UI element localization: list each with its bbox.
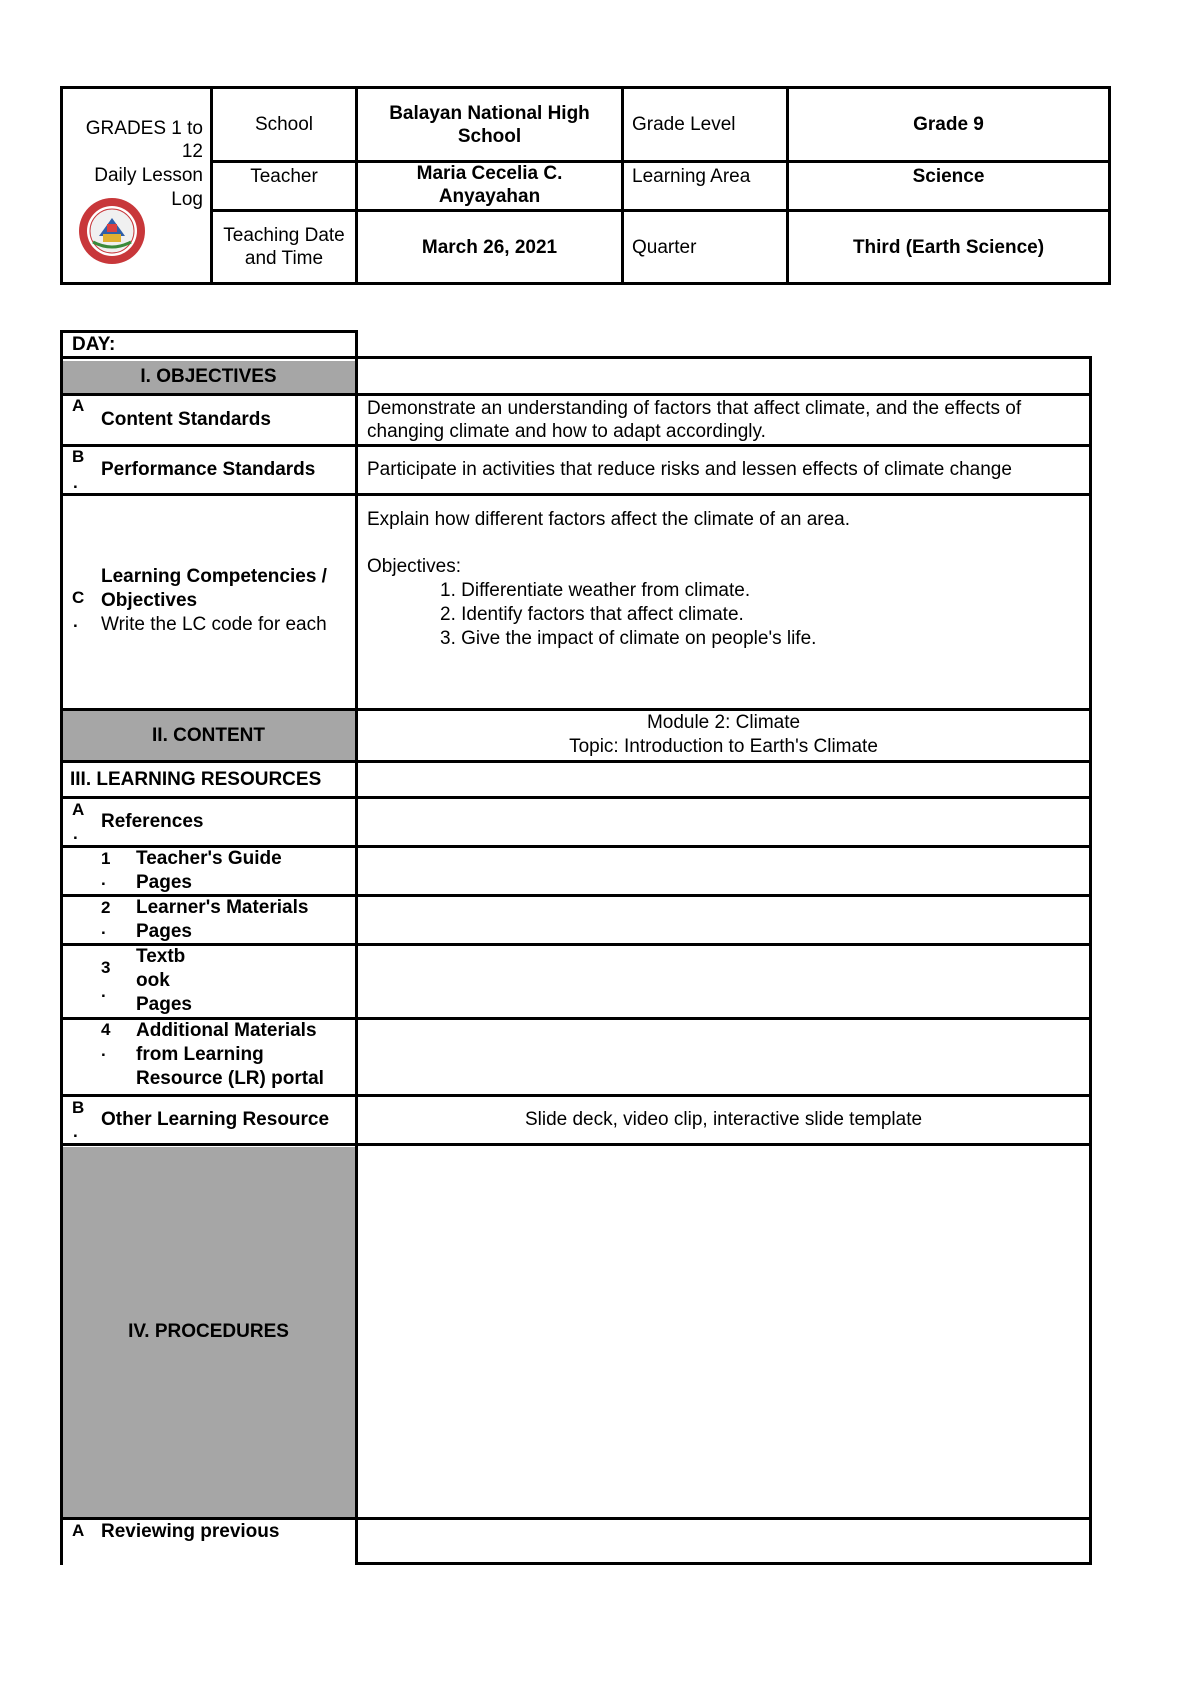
brand-line: Log xyxy=(171,189,203,210)
learning-competencies-label-2: Objectives xyxy=(101,590,198,611)
content-heading: II. CONTENT xyxy=(152,724,265,746)
references-label: References xyxy=(101,811,204,832)
row-number: 1 xyxy=(101,849,111,868)
dll-brand xyxy=(63,89,213,282)
teachers-guide-label-1: Teacher's Guide xyxy=(136,848,282,869)
brand-line: GRADES 1 to xyxy=(85,118,203,139)
row-letter: C xyxy=(72,588,85,607)
school-seal-icon xyxy=(77,196,147,266)
learning-resources-heading: III. LEARNING RESOURCES xyxy=(70,768,322,790)
learners-materials-label-1: Learner's Materials xyxy=(136,897,309,918)
objectives-heading: I. OBJECTIVES xyxy=(140,366,277,387)
teaching-date-value: March 26, 2021 xyxy=(421,236,558,258)
performance-standards-value: Participate in activities that reduce risks and lessen effects of climate change xyxy=(367,459,1012,480)
objectives-title: Objectives: xyxy=(367,556,461,577)
teacher-value: Maria Cecelia C. Anyayahan xyxy=(416,163,563,207)
teachers-guide-label-2: Pages xyxy=(136,872,192,893)
quarter-label: Quarter xyxy=(632,236,697,258)
brand-line: Daily Lesson xyxy=(94,165,203,186)
textbook-label-1: Textb xyxy=(136,946,186,967)
header-table xyxy=(60,86,1111,285)
school-value: Balayan National High School xyxy=(389,102,590,147)
row-letter: B xyxy=(72,447,85,466)
objective-item: 2. Identify factors that affect climate. xyxy=(440,604,744,625)
additional-materials-label-3: Resource (LR) portal xyxy=(136,1068,324,1089)
additional-materials-label-1: Additional Materials xyxy=(136,1020,317,1041)
additional-materials-label-2: from Learning xyxy=(136,1044,264,1065)
row-number: 3 xyxy=(101,958,111,977)
textbook-label-2: ook xyxy=(136,970,170,991)
row-number: 4 xyxy=(101,1020,111,1039)
competency-intro: Explain how different factors affect the climate of an area. xyxy=(367,509,851,530)
row-letter: A xyxy=(72,800,85,819)
quarter-value: Third (Earth Science) xyxy=(852,236,1045,258)
objective-item: 1. Differentiate weather from climate. xyxy=(440,580,751,601)
row-letter: A xyxy=(72,396,85,415)
other-learning-resource-value: Slide deck, video clip, interactive slide template xyxy=(524,1109,923,1130)
row-letter: A xyxy=(72,1521,85,1540)
procedures-heading: IV. PROCEDURES xyxy=(128,1321,289,1342)
objective-item: 3. Give the impact of climate on people's life. xyxy=(440,628,817,649)
other-learning-resource-label: Other Learning Resource xyxy=(101,1109,330,1130)
lc-code-note: Write the LC code for each xyxy=(101,614,327,635)
content-module: Module 2: Climate xyxy=(646,712,801,733)
row-number: 2 xyxy=(101,898,111,917)
row-letter: B xyxy=(72,1098,85,1117)
textbook-label-3: Pages xyxy=(136,994,192,1015)
school-label: School xyxy=(254,114,314,135)
grade-level-value: Grade 9 xyxy=(913,114,984,135)
learning-area-value: Science xyxy=(912,166,985,187)
brand-line: 12 xyxy=(181,141,203,162)
learning-area-label: Learning Area xyxy=(632,166,751,187)
day-label: DAY: xyxy=(72,333,116,355)
learning-competencies-label-1: Learning Competencies / xyxy=(101,566,327,587)
learners-materials-label-2: Pages xyxy=(136,921,192,942)
content-standards-value: Demonstrate an understanding of factors that affect climate, and the effects of changing climate and how to adapt accordingly. xyxy=(367,398,1022,442)
content-topic: Topic: Introduction to Earth's Climate xyxy=(569,736,878,757)
teacher-label: Teacher xyxy=(250,166,318,187)
teaching-date-label: Teaching Date and Time xyxy=(223,225,345,269)
performance-standards-label: Performance Standards xyxy=(101,459,316,480)
reviewing-previous-label: Reviewing previous xyxy=(101,1521,280,1542)
content-standards-label: Content Standards xyxy=(101,409,271,430)
grade-level-label: Grade Level xyxy=(632,114,736,135)
